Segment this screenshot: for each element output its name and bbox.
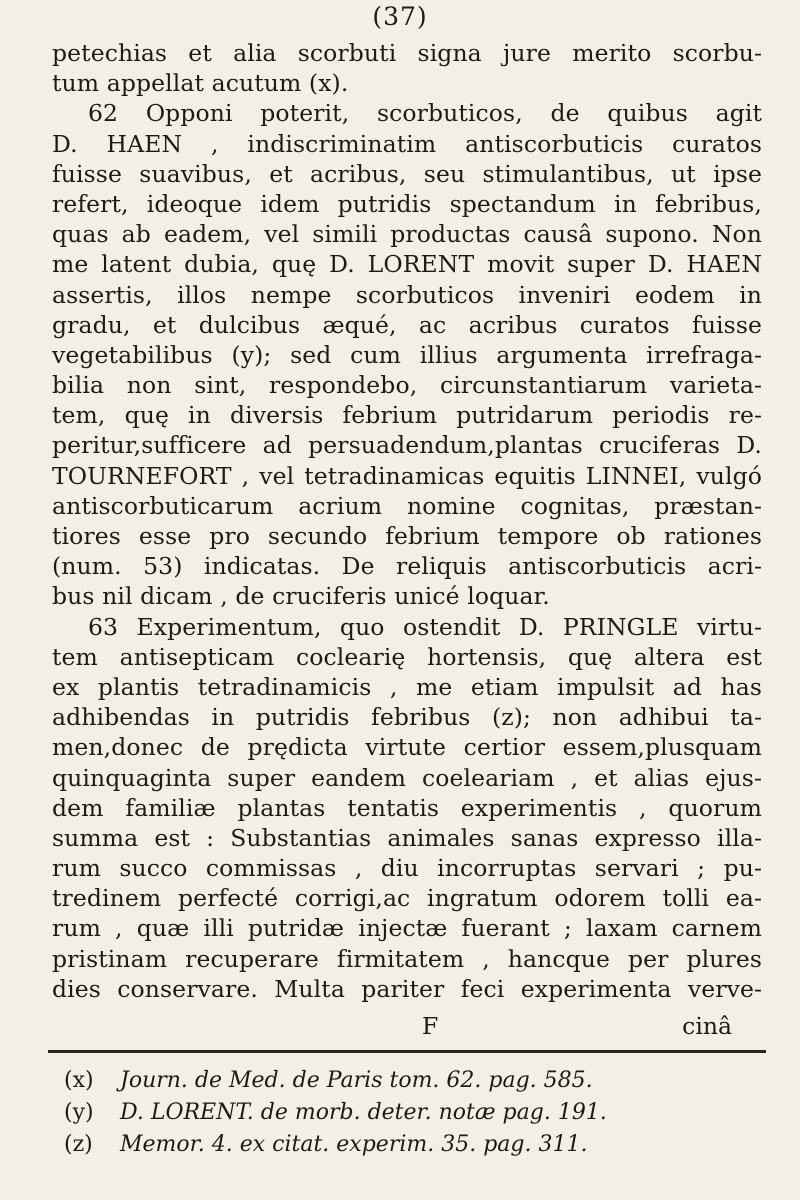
text-line: tem antisepticam coclearię hortensis, quę altera est bbox=[52, 642, 762, 671]
text-line: summa est : Substantias animales sanas expresso illa- bbox=[52, 823, 762, 852]
text-line: peritur,sufficere ad persuadendum,plantas cruciferas D. bbox=[52, 431, 762, 460]
page-number: (37) bbox=[372, 2, 428, 31]
footnote-y bbox=[64, 1097, 764, 1129]
text-line: assertis, illos nempe scorbuticos inveniri eodem in bbox=[52, 280, 762, 309]
footnote-marker: (y) bbox=[64, 1100, 94, 1125]
text-line: adhibendas in putridis febribus (z); non adhibui ta- bbox=[52, 703, 762, 732]
footnote-text: Memor. 4. ex citat. experim. 35. pag. 311. bbox=[120, 1132, 588, 1157]
text-line: dies conservare. Multa pariter feci experimenta verve- bbox=[52, 974, 762, 1003]
paragraph-63-start: 63 Experimentum, quo ostendit D. PRINGLE virtu- bbox=[88, 612, 762, 641]
text-line: D. HAEN , indiscriminatim antiscorbuticis curatos bbox=[52, 129, 762, 158]
footnotes bbox=[64, 1065, 764, 1161]
text-line: men,donec de prędicta virtute certior essem,plusquam bbox=[52, 733, 762, 762]
text-line: quinquaginta super eandem coeleariam , et alias ejus- bbox=[52, 763, 762, 792]
text-line: petechias et alia scorbuti signa jure merito scorbu- bbox=[52, 39, 762, 67]
text-line: tredinem perfecté corrigi,ac ingratum odorem tolli ea- bbox=[52, 884, 762, 913]
paragraph-62-start: 62 Opponi poterit, scorbuticos, de quibus agit bbox=[88, 99, 762, 128]
footnote-text: D. LORENT. de morb. deter. notæ pag. 191. bbox=[120, 1100, 607, 1125]
text-line: refert, ideoque idem putridis spectandum in febribus, bbox=[52, 189, 762, 218]
text-line: pristinam recuperare firmitatem , hancque per plures bbox=[52, 944, 762, 973]
text-line: rum , quæ illi putridæ injectæ fuerant ; laxam carnem bbox=[52, 914, 762, 943]
text-line: tem, quę in diversis febrium putridarum periodis re- bbox=[52, 401, 762, 430]
text-line: gradu, et dulcibus æqué, ac acribus curatos fuisse bbox=[52, 310, 762, 339]
signature-mark: F bbox=[422, 1012, 439, 1040]
text-line: TOURNEFORT , vel tetradinamicas equitis LINNEI, vulgó bbox=[52, 461, 762, 490]
footnote-marker: (z) bbox=[64, 1132, 93, 1157]
text-line: fuisse suavibus, et acribus, seu stimulantibus, ut ipse bbox=[52, 159, 762, 188]
text-line: dem familiæ plantas tentatis experimentis , quorum bbox=[52, 793, 762, 822]
text-line: rum succo commissas , diu incorruptas servari ; pu- bbox=[52, 854, 762, 883]
text-line: tum appellat acutum (x). bbox=[52, 69, 349, 98]
text-line: quas ab eadem, vel simili productas causâ supono. Non bbox=[52, 220, 762, 249]
footnote-divider bbox=[48, 1050, 766, 1053]
footnote-marker: (x) bbox=[64, 1068, 94, 1093]
footnote-text: Journ. de Med. de Paris tom. 62. pag. 585. bbox=[120, 1068, 593, 1093]
text-line: ex plantis tetradinamicis , me etiam impulsit ad has bbox=[52, 672, 762, 701]
text-line: bus nil dicam , de cruciferis unicé loquar. bbox=[52, 582, 550, 611]
text-line: tiores esse pro secundo febrium tempore ob rationes bbox=[52, 522, 762, 550]
footnote-z bbox=[64, 1129, 764, 1161]
text-line: vegetabilibus (y); sed cum illius argumenta irrefraga- bbox=[52, 340, 762, 369]
body-text bbox=[52, 38, 762, 1004]
catchword: cinâ bbox=[682, 1012, 732, 1040]
signature-line bbox=[52, 1012, 762, 1044]
text-line: me latent dubia, quę D. LORENT movit super D. HAEN bbox=[52, 250, 762, 279]
text-line: (num. 53) indicatas. De reliquis antiscorbuticis acri- bbox=[52, 552, 762, 581]
footnote-x bbox=[64, 1065, 764, 1097]
text-line: antiscorbuticarum acrium nomine cognitas, præstan- bbox=[52, 491, 762, 520]
text-line: bilia non sint, respondebo, circunstantiarum varieta- bbox=[52, 371, 762, 400]
